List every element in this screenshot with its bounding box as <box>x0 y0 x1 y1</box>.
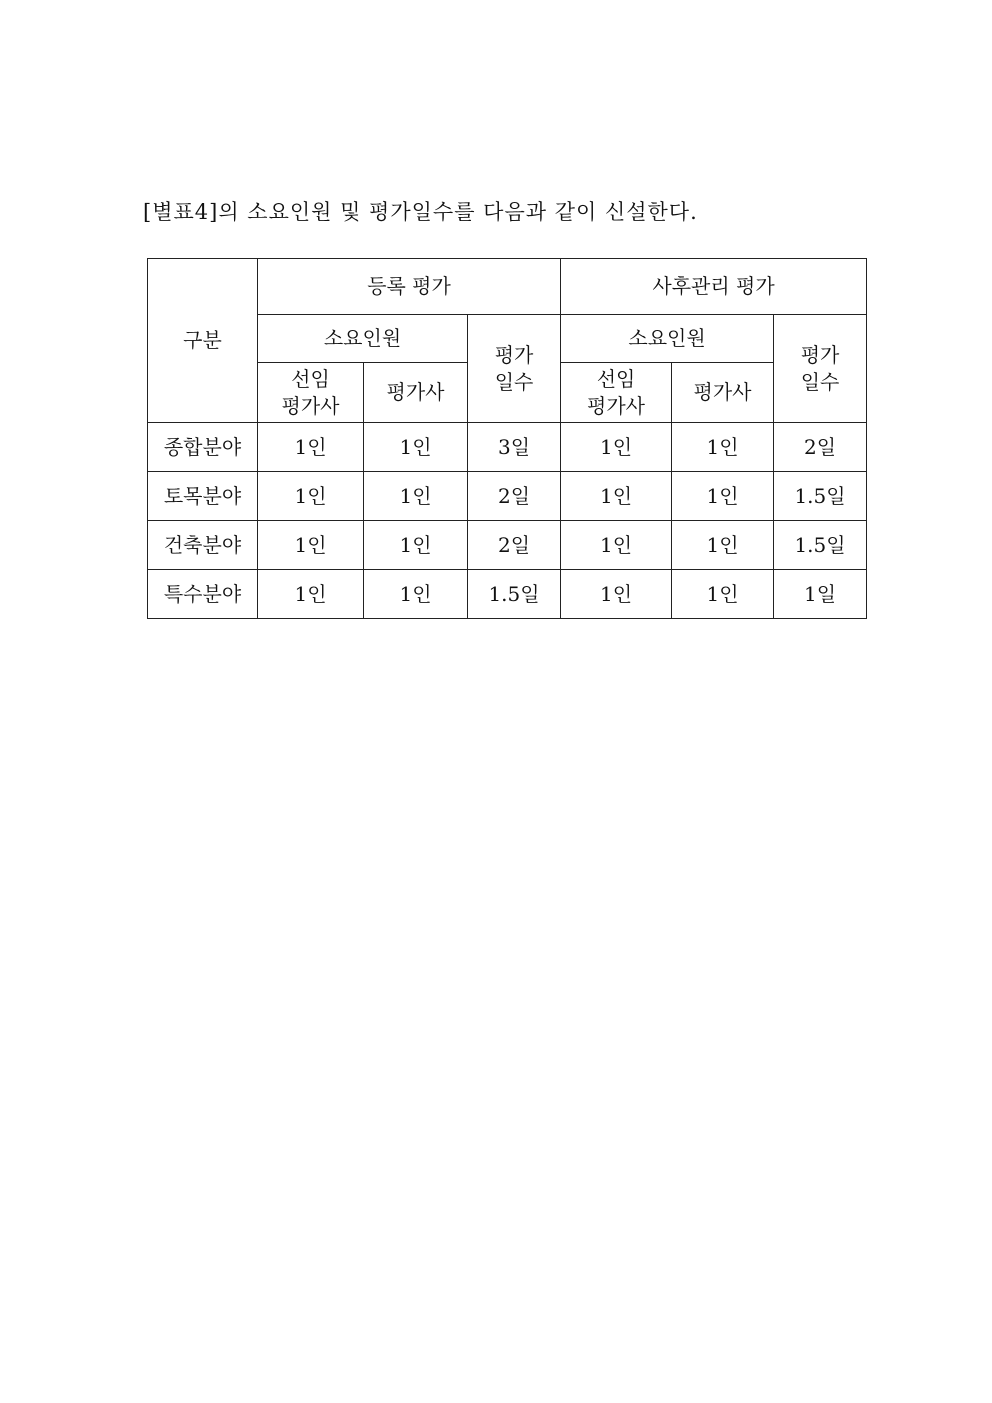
reg-lead-cell: 1인 <box>258 472 364 521</box>
post-evaluator-cell: 1인 <box>672 472 774 521</box>
post-lead-evaluator-line2: 평가사 <box>587 393 646 418</box>
reg-lead-cell: 1인 <box>258 521 364 570</box>
post-evaluator-cell: 1인 <box>672 423 774 472</box>
reg-evaluator-cell: 1인 <box>364 521 468 570</box>
table-row <box>148 570 867 619</box>
post-days-cell: 1일 <box>774 570 867 619</box>
category-header: 구분 <box>148 259 258 423</box>
reg-lead-evaluator-header <box>258 363 364 423</box>
post-lead-cell: 1인 <box>561 472 672 521</box>
registration-header: 등록 평가 <box>258 259 561 315</box>
reg-days-cell: 3일 <box>468 423 561 472</box>
post-lead-evaluator-header <box>561 363 672 423</box>
row-category: 종합분야 <box>148 423 258 472</box>
reg-evaluator-header: 평가사 <box>364 363 468 423</box>
post-lead-cell: 1인 <box>561 521 672 570</box>
reg-lead-cell: 1인 <box>258 570 364 619</box>
reg-days-cell: 2일 <box>468 521 561 570</box>
reg-days-cell: 2일 <box>468 472 561 521</box>
row-category: 건축분야 <box>148 521 258 570</box>
post-evaluator-header: 평가사 <box>672 363 774 423</box>
reg-lead-evaluator-line1: 선임 <box>291 366 330 391</box>
post-lead-evaluator-line1: 선임 <box>596 366 636 391</box>
post-required-staff-header: 소요인원 <box>561 315 774 363</box>
table-row <box>148 521 867 570</box>
post-eval-days-header <box>774 315 867 423</box>
post-days-cell: 1.5일 <box>774 521 867 570</box>
reg-evaluator-cell: 1인 <box>364 423 468 472</box>
reg-eval-days-header <box>468 315 561 423</box>
reg-evaluator-cell: 1인 <box>364 570 468 619</box>
table-row <box>148 472 867 521</box>
post-lead-cell: 1인 <box>561 570 672 619</box>
reg-required-staff-header: 소요인원 <box>258 315 468 363</box>
table-row <box>148 423 867 472</box>
post-eval-days-line2: 일수 <box>800 369 840 394</box>
post-eval-days-line1: 평가 <box>800 342 840 367</box>
intro-text: [별표4]의 소요인원 및 평가일수를 다음과 같이 신설한다. <box>143 200 698 224</box>
reg-eval-days-line2: 일수 <box>494 369 534 394</box>
post-evaluator-cell: 1인 <box>672 570 774 619</box>
post-management-header: 사후관리 평가 <box>561 259 867 315</box>
header-row-1 <box>148 259 867 315</box>
post-evaluator-cell: 1인 <box>672 521 774 570</box>
reg-evaluator-cell: 1인 <box>364 472 468 521</box>
evaluation-table <box>147 258 867 619</box>
row-category: 특수분야 <box>148 570 258 619</box>
reg-days-cell: 1.5일 <box>468 570 561 619</box>
row-category: 토목분야 <box>148 472 258 521</box>
post-days-cell: 1.5일 <box>774 472 867 521</box>
reg-lead-cell: 1인 <box>258 423 364 472</box>
reg-lead-evaluator-line2: 평가사 <box>281 393 340 418</box>
post-lead-cell: 1인 <box>561 423 672 472</box>
reg-eval-days-line1: 평가 <box>494 342 534 367</box>
post-days-cell: 2일 <box>774 423 867 472</box>
